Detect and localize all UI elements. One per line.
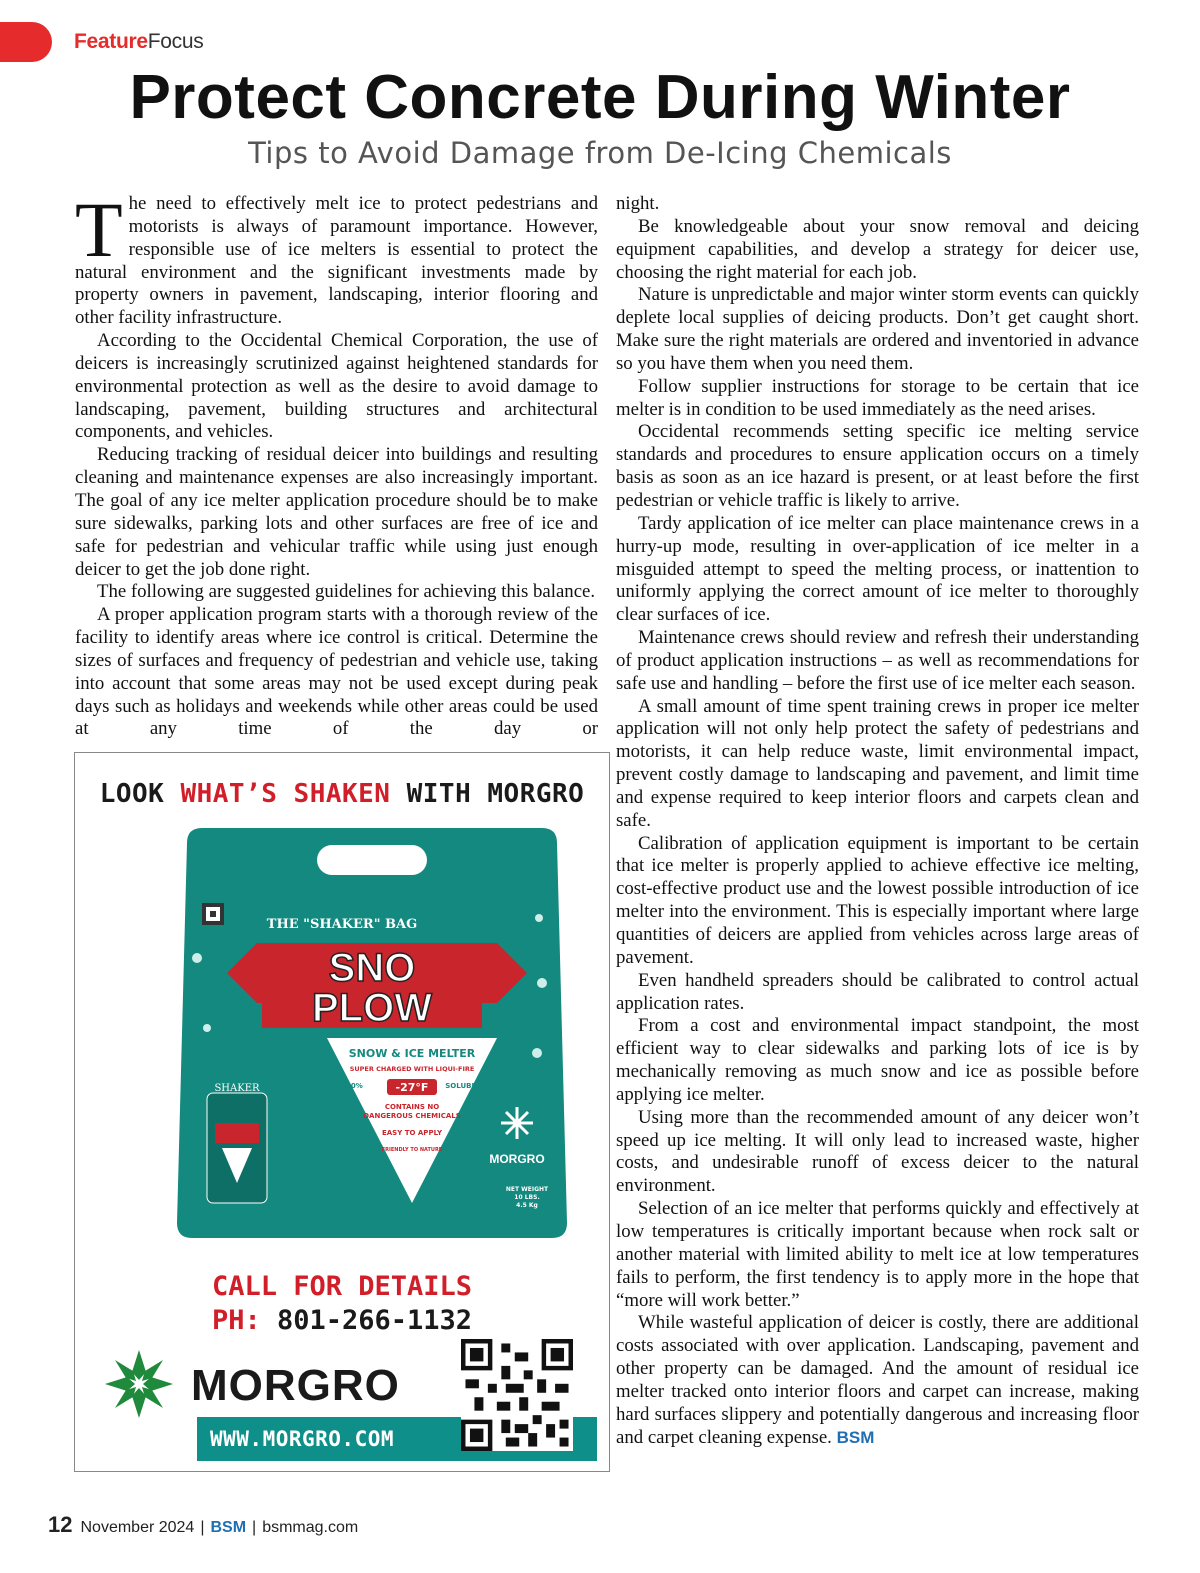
paragraph-18: While wasteful application of deicer is costly, there are additional costs associated with over application. Landscaping, pavement and other property can be damaged. And the amount of residual ice melter tracked onto interior floors and carpet can increase, making hard surfaces slippery and potentially dangerous and increasing floor and carpet cleaning expense. BSM	[616, 1312, 1139, 1448]
page-number: 12	[48, 1512, 73, 1537]
bag-net1: NET WEIGHT	[505, 1186, 549, 1193]
bag-plow: PLOW	[312, 986, 432, 1030]
magazine-site-link[interactable]: bsmmag.com	[262, 1519, 359, 1536]
paragraph-14: Even handheld spreaders should be calibrated to control actual application rates.	[616, 969, 1139, 1014]
bag-net3: 4.5 Kg	[516, 1202, 538, 1209]
section-label	[74, 30, 203, 54]
paragraph-9: Occidental recommends setting specific ice melting service standards and procedures to ensure application occurs on a timely basis as soon as an ice hazard is present, or at least before the first pedestrian or vehicle traffic is likely to arrive.	[616, 421, 1139, 511]
bag-line6: FRIENDLY TO NATURE	[381, 1147, 443, 1153]
call-for-details: CALL FOR DETAILS	[211, 1271, 473, 1302]
morgro-advertisement[interactable]	[74, 752, 610, 1472]
end-mark: BSM	[836, 1427, 875, 1447]
paragraph-15: From a cost and environmental impact standpoint, the most efficient way to clear sidewalks and parking lots of ice is by mechanically removing as much snow and ice as possible before applying ice melter.	[616, 1015, 1139, 1105]
bag-shaker-label: SHAKER	[214, 1083, 260, 1094]
magazine-name: BSM	[210, 1519, 247, 1536]
paragraph-6: Be knowledgeable about your snow removal and deicing equipment capabilities, and develop a strategy for deicer use, choosing the right material for each job.	[616, 215, 1139, 283]
bag-temp: -27°F	[395, 1081, 429, 1094]
bag-pct: 100%	[341, 1082, 363, 1090]
paragraph-7: Nature is unpredictable and major winter storm events can quickly deplete local supplies of deicing products. Don’t get caught short. Make sure the right materials are ordered and inventoried in advance so you have them when you need them.	[616, 284, 1139, 374]
bag-brand: MORGRO	[489, 1152, 545, 1166]
bag-line2: SUPER CHARGED WITH LIQUI-FIRE	[349, 1065, 475, 1073]
article-title: Protect Concrete During Winter	[129, 63, 1071, 132]
paragraph-16: Using more than the recommended amount of any deicer won’t speed up ice melting. It will only lead to increased waste, higher costs, and undesirable runoff of excess deicer to the natural environment.	[616, 1106, 1139, 1197]
product-bag-image	[167, 823, 577, 1243]
paragraph-3: Reducing tracking of residual deicer into buildings and resulting cleaning and maintenance expenses are also increasingly important. The goal of any ice melter application procedure should be to make sure sidewalks, parking lots and other surfaces are free of ice and safe for pedestrian and vehicular traffic while using just enough deicer to get the job done right.	[75, 444, 598, 580]
article-column-right	[616, 193, 1139, 1449]
paragraph-4: The following are suggested guidelines for achieving this balance.	[97, 581, 596, 603]
article-column-left	[75, 186, 598, 741]
paragraph-2: According to the Occidental Chemical Corporation, the use of deicers is increasingly scrutinized against heightened standards for environmental protection as well as the desire to avoid damage to landscaping, pavement, building structures and architectural components, and vehicles.	[75, 330, 598, 443]
issue-date: November 2024	[80, 1519, 195, 1536]
paragraph-11: Maintenance crews should review and refresh their understanding of product application instructions – as well as recommendations for safe use and handling – before the first use of ice melter each season.	[616, 627, 1139, 694]
bag-line1: SNOW & ICE MELTER	[348, 1047, 476, 1060]
bag-net2: 10 LBS.	[514, 1194, 540, 1201]
section-label-focus: Focus	[147, 30, 204, 53]
page-footer: 12 November 2024 | BSM | bsmmag.com	[48, 1512, 359, 1537]
paragraph-1: The need to effectively melt ice to protect pedestrians and motorists is always of paramount importance. However, responsible use of ice melters is essential to protect the natural environment and the significant investments made by property owners in pavement, landscaping, interior flooring and other facility infrastructure.	[75, 186, 598, 329]
paragraph-12: A small amount of time spent training crews in proper ice melter application will not only help protect the safety of pedestrians and motorists, it can help reduce waste, limit environmental impact, prevent costly damage to landscaping and pavement, and limit time and expense required to keep interior floors and carpets clean and safe.	[616, 695, 1139, 831]
section-label-feature: Feature	[74, 30, 148, 53]
bag-line3: CONTAINS NO	[384, 1103, 440, 1111]
paragraph-8: Follow supplier instructions for storage to be certain that ice melter is in condition to be used immediately as the need arises.	[616, 375, 1139, 420]
article-subtitle: Tips to Avoid Damage from De-Icing Chemicals	[248, 136, 952, 170]
morgro-url-link[interactable]: WWW.MORGRO.COM	[210, 1427, 395, 1451]
drop-cap: T	[75, 186, 123, 273]
ad-headline: LOOK WHAT’S SHAKEN WITH MORGRO	[99, 779, 585, 809]
qr-code-icon[interactable]	[461, 1339, 573, 1451]
paragraph-17: Selection of an ice melter that performs quickly and effectively at low temperatures is critically important because when rock salt or another material with limited ability to melt ice at low temperatures fails to perform, the first tendency is to apply more in the hope that “more will work better.”	[616, 1198, 1139, 1311]
section-tab	[0, 22, 52, 62]
bag-line5: EASY TO APPLY	[381, 1129, 443, 1137]
phone-line[interactable]: PH: 801-266-1132	[211, 1305, 473, 1336]
bag-sno: SNO	[328, 946, 416, 990]
paragraph-5-continued: night.	[616, 193, 660, 214]
paragraph-5: A proper application program starts with a thorough review of the facility to identify areas where ice control is critical. Determine the sizes of surfaces and frequency of pedestrian and vehicle use, taking into account that some areas may not be used except during peak days such as holidays and weekends while other areas could be used at any time of the day or	[75, 604, 598, 740]
morgro-logo-icon	[103, 1348, 175, 1420]
bag-top-text: THE "SHAKER" BAG	[266, 917, 418, 932]
bag-line4: DANGEROUS CHEMICALS	[363, 1112, 461, 1120]
morgro-brand-name: MORGRO	[191, 1361, 400, 1410]
paragraph-13: Calibration of application equipment is important to be certain that ice melter is properly applied to achieve effective ice melting, cost-effective product use and the lowest possible introduction of ice melter into the environment. This is especially important where large quantities of deicers are applied from vehicles across large areas of pavement.	[616, 832, 1139, 968]
paragraph-10: Tardy application of ice melter can place maintenance crews in a hurry-up mode, resulting in over-application of ice melter in a misguided attempt to speed the melting process, or inattention to uniformly applying the correct amount of ice melter to thoroughly clear surfaces of ice.	[616, 512, 1139, 626]
bag-soluble: SOLUBLE	[445, 1082, 481, 1090]
